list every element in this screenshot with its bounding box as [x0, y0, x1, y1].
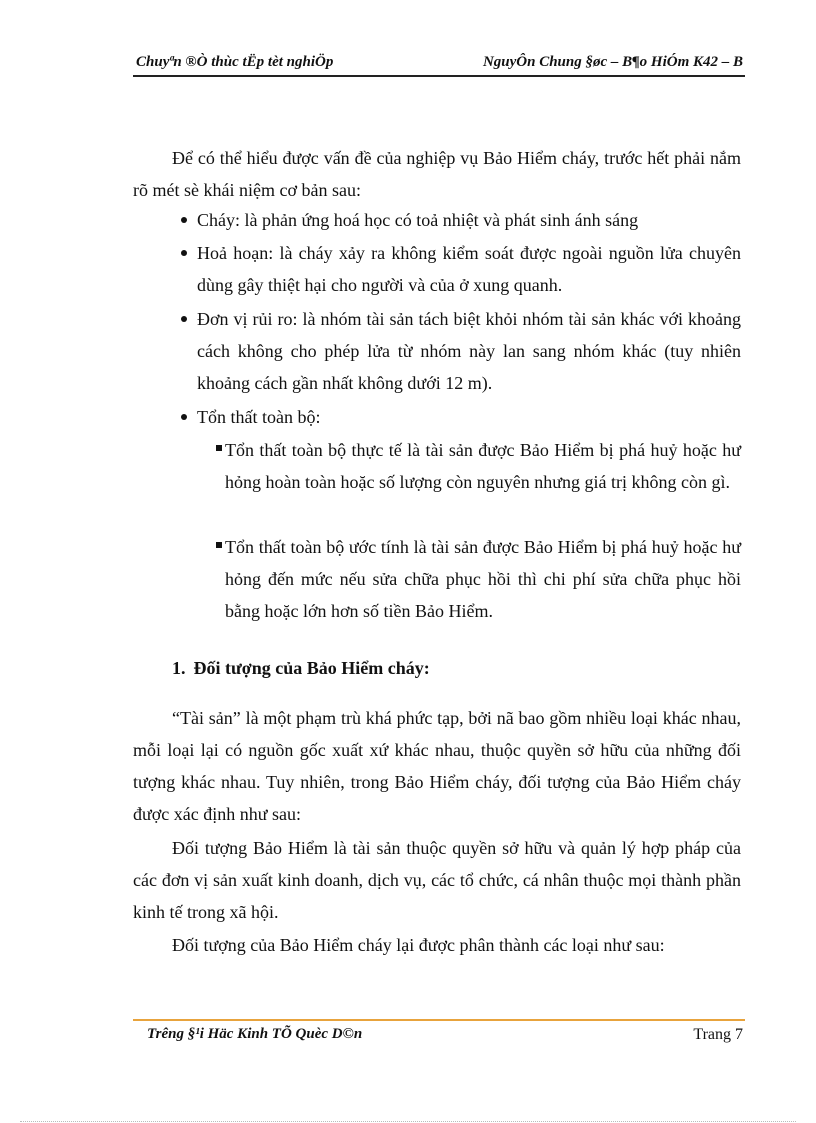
page-edge-divider [20, 1121, 796, 1122]
bullet-item-label: Hoả hoạn: là cháy xảy ra không kiểm soát được ngoài nguồn lửa chuyên dùng gây thiệt hại cho người và của ở xung quanh. [197, 243, 741, 295]
bullet-item-label: Tổn thất toàn bộ: [197, 407, 321, 427]
sub-bullet-actual-total-loss [213, 434, 741, 498]
sub-bullet-label: Tổn thất toàn bộ ước tính là tài sản được Bảo Hiểm bị phá huỷ hoặc hư hỏng đến mức nếu sửa chữa phục hồi thì chi phí sửa chữa phục hồi bằng hoặc lớn hơn số tiền Bảo Hiểm. [225, 537, 741, 621]
section-number: 1. [172, 658, 186, 678]
bullet-item-fire [181, 204, 741, 236]
bullet-dot-icon [181, 414, 187, 420]
bullet-item-label: Cháy: là phản ứng hoá học có toả nhiệt và phát sinh ánh sáng [197, 210, 639, 230]
page-footer [133, 1026, 745, 1046]
bullet-item-total-loss [181, 401, 741, 433]
section-heading [172, 652, 430, 684]
header-document-title: Chuyªn ®Ò thùc tËp tèt nghiÖp [136, 54, 334, 70]
section-title: Đối tượng của Bảo Hiểm cháy: [193, 658, 430, 678]
paragraph-classification: Đối tượng của Bảo Hiểm cháy lại được phân thành các loại như sau: [172, 935, 665, 955]
square-bullet-icon [216, 445, 222, 451]
footer-divider [133, 1019, 745, 1021]
bullet-dot-icon [181, 217, 187, 223]
paragraph-assets: “Tài sản” là một phạm trù khá phức tạp, bởi nã bao gồm nhiều loại khác nhau, mỗi loại lại có nguồn gốc xuất xứ khác nhau, thuộc quyền sở hữu của những đối tượng khác nhau. Tuy nhiên, trong Bảo Hiểm cháy, đối tượng của Bảo Hiểm cháy được xác định như sau: [133, 708, 741, 824]
paragraph-insured-object: Đối tượng Bảo Hiểm là tài sản thuộc quyền sở hữu và quản lý hợp pháp của các đơn vị sản xuất kinh doanh, dịch vụ, các tổ chức, cá nhân thuộc mọi thành phần kinh tế trong xã hội. [133, 838, 741, 922]
bullet-dot-icon [181, 250, 187, 256]
sub-bullet-constructive-total-loss [213, 531, 741, 627]
header-author: NguyÔn Chung §øc – B¶o HiÓm K42 – B [482, 54, 743, 70]
bullet-item-risk-unit [181, 303, 741, 399]
footer-university: Trêng §¹i Häc Kinh TÕ Quèc D©n [147, 1026, 363, 1042]
bullet-item-label: Đơn vị rủi ro: là nhóm tài sản tách biệt khỏi nhóm tài sản khác với khoảng cách không cho phép lửa từ nhóm này lan sang nhóm khác (tuy nhiên khoảng cách gần nhất không dưới 12 m). [197, 309, 741, 393]
sub-bullet-label: Tổn thất toàn bộ thực tế là tài sản được Bảo Hiểm bị phá huỷ hoặc hư hỏng hoàn toàn hoặc số lượng còn nguyên nhưng giá trị không còn gì. [225, 440, 741, 492]
page-number: Trang 7 [693, 1026, 743, 1043]
page-header [133, 52, 745, 74]
bullet-item-conflagration [181, 237, 741, 301]
intro-paragraph: Để có thể hiểu được vấn đề của nghiệp vụ Bảo Hiểm cháy, trước hết phải nắm rõ mét sè khái niệm cơ bản sau: [133, 148, 741, 200]
bullet-dot-icon [181, 316, 187, 322]
square-bullet-icon [216, 542, 222, 548]
header-divider [133, 75, 745, 77]
